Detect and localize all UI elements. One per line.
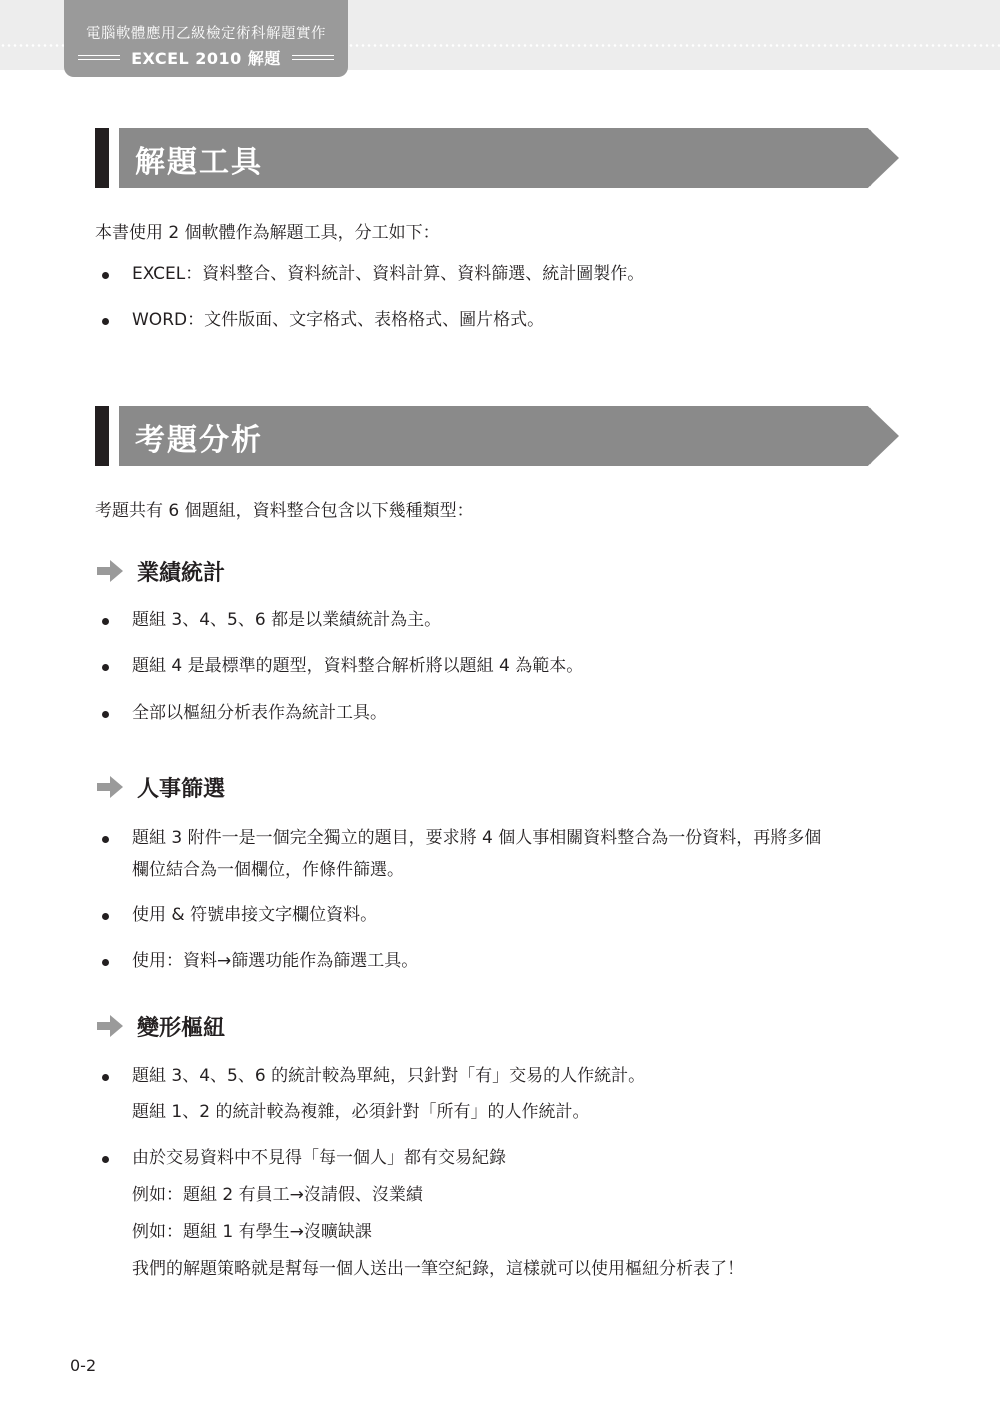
bullet-icon — [102, 1074, 109, 1081]
book-subtitle: EXCEL 2010 解題 — [131, 49, 281, 68]
bullet-icon — [102, 618, 109, 625]
list-item-continuation: 我們的解題策略就是幫每一個人送出一筆空紀錄，這樣就可以使用樞紐分析表了！ — [132, 1259, 744, 1279]
section-title: 解題工具 — [135, 145, 263, 180]
running-header-tab — [64, 0, 348, 77]
bullet-icon — [102, 711, 109, 718]
section-banner-tools — [95, 128, 895, 188]
section-banner-analysis — [95, 406, 895, 466]
arrow-right-icon — [97, 1015, 123, 1037]
chevrons-icon — [803, 128, 893, 188]
bullet-icon — [102, 913, 109, 920]
section-title: 考題分析 — [135, 423, 263, 458]
bullet-icon — [102, 272, 109, 279]
chevrons-icon — [803, 406, 893, 466]
list-item-continuation: 欄位結合為一個欄位，作條件篩選。 — [132, 860, 404, 880]
arrow-right-icon — [97, 776, 123, 798]
header-rule-right — [292, 55, 334, 60]
bullet-icon — [102, 1156, 109, 1163]
bullet-icon — [102, 318, 109, 325]
list-item-continuation: 題組 1、2 的統計較為複雜，必須針對「所有」的人作統計。 — [132, 1102, 590, 1122]
list-item-continuation: 例如：題組 2 有員工→沒請假、沒業績 — [132, 1185, 423, 1205]
arrow-right-icon — [97, 560, 123, 582]
bullet-icon — [102, 959, 109, 966]
list-item-continuation: 例如：題組 1 有學生→沒曠缺課 — [132, 1222, 372, 1242]
page-number: 0-2 — [70, 1356, 97, 1375]
banner-accent-bar — [95, 406, 109, 466]
bullet-icon — [102, 664, 109, 671]
bullet-icon — [102, 836, 109, 843]
section-intro: 本書使用 2 個軟體作為解題工具，分工如下： — [95, 223, 440, 243]
book-title: 電腦軟體應用乙級檢定術科解題實作 — [86, 26, 326, 42]
banner-accent-bar — [95, 128, 109, 188]
section-intro: 考題共有 6 個題組，資料整合包含以下幾種類型： — [95, 501, 474, 521]
